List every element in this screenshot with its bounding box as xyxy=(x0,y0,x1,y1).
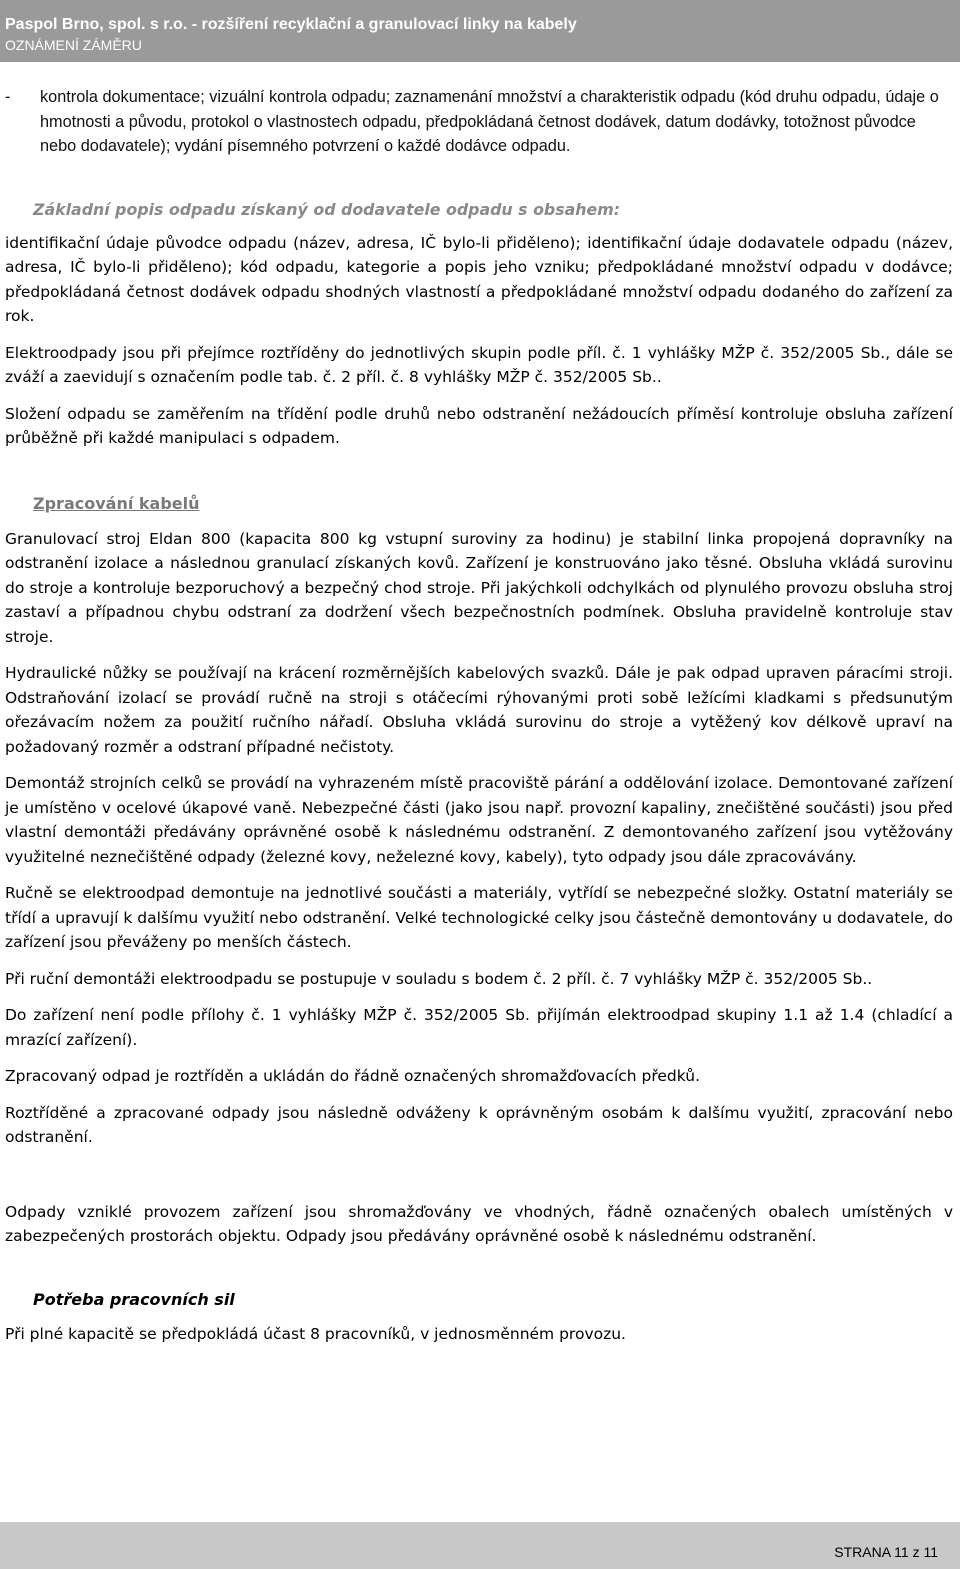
paragraph: Roztříděné a zpracované odpady jsou následně odváženy k oprávněným osobám k dalšímu využití, zpracování nebo odstranění. xyxy=(5,1103,953,1146)
document-subtitle: OZNÁMENÍ ZÁMĚRU xyxy=(5,37,142,53)
paragraph: Zpracovaný odpad je roztříděn a ukládán do řádně označených shromažďovacích předků. xyxy=(5,1067,701,1085)
paragraph: Elektroodpady jsou při přejímce roztříděny do jednotlivých skupin podle příl. č. 1 vyhlášky MŽP č. 352/2005 Sb., dále se zváží a zaevidují s označením podle tab. č. 2 příl. č. 8 vyhlášky MŽP č. 352/2005 Sb.. xyxy=(5,343,953,386)
paragraph: Granulovací stroj Eldan 800 (kapacita 800 kg vstupní suroviny za hodinu) je stabilní linka propojená dopravníky na odstranění izolace a následnou granulací získaných kovů. Zařízení je konstruováno jako těsné. Obsluha vkládá surovinu do stroje a kontroluje bezporuchový a bezpečný chod stroje. Při jakýchkoli odchylkách od plynulého provozu obsluha stroj zastaví a případnou chybu odstraní za dodržení všech bezpečnostních podmínek. Obsluha pravidelně kontroluje stav stroje. xyxy=(5,529,953,646)
document-title: Paspol Brno, spol. s r.o. - rozšíření recyklační a granulovací linky na kabely xyxy=(5,16,577,33)
list-dash: - xyxy=(5,88,11,106)
list-item-text: kontrola dokumentace; vizuální kontrola odpadu; zaznamenání množství a charakteristik odpadu (kód druhu odpadu, údaje o hmotnosti a původu, protokol o vlastnostech odpadu, předpokládaná četnost dodávek, datum dodávky, totožnost původce nebo dodavatele); vydání písemného potvrzení o každé dodávce odpadu. xyxy=(40,88,939,155)
paragraph: Demontáž strojních celků se provádí na vyhrazeném místě pracoviště párání a oddělování izolace. Demontované zařízení je umístěno v ocelové úkapové vaně. Nebezpečné části (jako jsou např. provozní kapaliny, znečištěné součásti) jsou před vlastní demontáži předávány oprávněné osobě k následnému odstranění. Z demontovaného zařízení jsou vytěžovány využitelné neznečištěné odpady (železné kovy, neželezné kovy, kabely), tyto odpady jsou dále zpracovávány. xyxy=(5,774,953,866)
page-footer xyxy=(0,1522,960,1569)
list-item xyxy=(5,85,953,159)
page-header xyxy=(0,0,960,62)
paragraph: Hydraulické nůžky se používají na krácení rozměrnějších kabelových svazků. Dále je pak odpad upraven páracími stroji. Odstraňování izolací se provádí ručně na stroji s otáčecími rýhovanými proti sobě ležícími kladkami s předsunutým ořezávacím nožem za použití ručního nářadí. Obsluha vkládá surovinu do stroje a vytěžený kov délkově upraví na požadovaný rozměr a odstraní případné nečistoty. xyxy=(5,664,953,756)
page-number: STRANA 11 z 11 xyxy=(834,1544,938,1560)
paragraph: Složení odpadu se zaměřením na třídění podle druhů nebo odstranění nežádoucích příměsí kontroluje obsluha zařízení průběžně při každé manipulaci s odpadem. xyxy=(5,404,953,447)
section-heading-cables: Zpracování kabelů xyxy=(33,493,200,513)
section-heading-workforce: Potřeba pracovních sil xyxy=(33,1289,235,1309)
paragraph: identifikační údaje původce odpadu (název, adresa, IČ bylo-li přiděleno); identifikační údaje dodavatele odpadu (název, adresa, IČ bylo-li přiděleno); kód odpadu, kategorie a popis jeho vzniku; předpokládané množství odpadu v dodávce; předpokládaná četnost dodávek odpadu shodných vlastností a předpokládané množství odpadu dodaného do zařízení za rok. xyxy=(5,233,953,325)
paragraph: Při ruční demontáži elektroodpadu se postupuje v souladu s bodem č. 2 příl. č. 7 vyhlášky MŽP č. 352/2005 Sb.. xyxy=(5,969,873,988)
paragraph: Ručně se elektroodpad demontuje na jednotlivé součásti a materiály, vytřídí se nebezpečné složky. Ostatní materiály se třídí a upravují k dalšímu využití nebo odstranění. Velké technologické celky jsou částečně demontovány u dodavatele, do zařízení jsou převáženy po menších částech. xyxy=(5,884,953,951)
paragraph: Odpady vzniklé provozem zařízení jsou shromažďovány ve vhodných, řádně označených obalech umístěných v zabezpečených prostorách objektu. Odpady jsou předávány oprávněné osobě k následnému odstranění. xyxy=(5,1202,953,1245)
paragraph: Do zařízení není podle přílohy č. 1 vyhlášky MŽP č. 352/2005 Sb. přijímán elektroodpad skupiny 1.1 až 1.4 (chladící a mrazící zařízení). xyxy=(5,1006,953,1049)
document-body xyxy=(5,85,953,1346)
paragraph: Při plné kapacitě se předpokládá účast 8 pracovníků, v jednosměnném provozu. xyxy=(5,1324,626,1343)
subheading-basic-description: Základní popis odpadu získaný od dodavatele odpadu s obsahem: xyxy=(33,199,621,219)
